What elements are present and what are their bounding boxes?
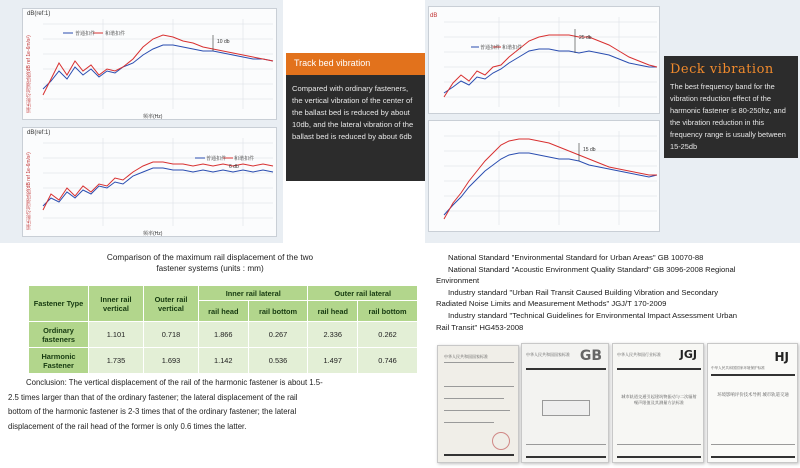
chart-annotation: 10 db (217, 39, 230, 45)
track-bed-vertical-chart (22, 8, 277, 120)
doc-org-title: 中华人民共和国行业标准 (617, 352, 661, 357)
standards-list (436, 252, 798, 333)
card-title: Track bed vibration (286, 53, 425, 75)
header-inner-vertical: Inner rail vertical (89, 286, 144, 322)
doc-stamp-icon (492, 432, 510, 450)
chart-unit-label: dB(ref:1) (27, 130, 51, 136)
header-fastener-type: Fastener Type (29, 286, 89, 322)
legend-harmonic: 和谐扣件 (234, 156, 255, 162)
doc-rule (711, 374, 795, 376)
standard-item: Radiated Noise Limits and Measurement Methods" JGJ/T 170-2009 (436, 299, 667, 309)
legend-ordinary: 普通扣件 (206, 156, 227, 162)
chart-plot-area (23, 128, 278, 238)
doc-rule (444, 398, 504, 399)
doc-rule (444, 422, 494, 423)
series-ordinary-line (444, 153, 657, 215)
card-title: Deck vibration (670, 62, 774, 77)
chart-plot-area (429, 7, 661, 115)
conclusion-line: Conclusion: The vertical displacement of the rail of the harmonic fastener is about 1.5- (26, 378, 323, 387)
series-ordinary-line (444, 49, 657, 93)
series-harmonic-line (43, 35, 273, 95)
header-outer-lateral: Outer rail lateral (308, 286, 418, 301)
conclusion-line: displacement of the rail head of the former is only 0.6 times the latter. (8, 421, 247, 431)
chart-plot-area (23, 9, 278, 121)
series-ordinary-line (43, 168, 273, 206)
table-cell: 2.336 (308, 322, 358, 348)
table-cell: 1.866 (199, 322, 249, 348)
doc-rule (444, 362, 514, 363)
standard-document-hj453 (707, 343, 798, 463)
table-cell: 1.497 (308, 348, 358, 374)
table-cell: 0.262 (358, 322, 418, 348)
header-rail-head: rail head (308, 301, 358, 322)
table-cell: 0.746 (358, 348, 418, 374)
row-label: Ordinary fasteners (29, 322, 89, 348)
standard-item: Industry standard "Urban Rail Transit Caused Building Vibration and Secondary (448, 287, 719, 297)
doc-org-title: 中华人民共和国国家标准 (444, 354, 488, 359)
series-ordinary-line (43, 45, 273, 89)
header-rail-bottom: rail bottom (248, 301, 308, 322)
standard-document-jgj170 (612, 343, 704, 463)
standard-item: National Standard "Acoustic Environment Quality Standard" GB 3096-2008 Regional (448, 264, 736, 274)
deck-vibration-chart-bottom (428, 120, 660, 232)
standard-item: Industry standard "Technical Guidelines for Environmental Impact Assessment Urban (448, 310, 738, 320)
doc-rule (711, 456, 795, 458)
legend-ordinary: 普通扣件 (480, 45, 501, 51)
card-body: Compared with ordinary fasteners, the vertical vibration of the center of the ballast bed is reduced by about 10db, and the lateral vibration of the ballast bed is reduced by about 6db (292, 84, 414, 141)
deck-vibration-chart-top (428, 6, 660, 114)
table-caption-line2: fastener systems (units : mm) (156, 264, 264, 273)
table-cell: 1.142 (199, 348, 249, 374)
table-cell: 0.718 (144, 322, 199, 348)
table-row (29, 322, 418, 348)
card-body: The best frequency band for the vibration reduction effect of the harmonic fastener is 80-250hz, and the vibration reduction in this frequency range is usually between 15-25db (670, 82, 786, 151)
table-cell: 1.693 (144, 348, 199, 374)
deck-vibration-card (664, 56, 798, 158)
doc-rule (526, 444, 606, 445)
rail-displacement-table (28, 285, 418, 374)
chart-annotation: 25 db (579, 35, 592, 41)
standard-item: Environment (436, 276, 480, 286)
standard-document-gb10070 (437, 345, 519, 463)
header-rail-bottom: rail bottom (358, 301, 418, 322)
doc-rule (526, 368, 606, 370)
chart-x-axis-label: 频率(Hz) (143, 114, 163, 120)
table-row (29, 348, 418, 374)
table-cell: 1.101 (89, 322, 144, 348)
table-cell: 1.735 (89, 348, 144, 374)
chart-annotation: 6 db (229, 164, 239, 170)
doc-rule (711, 444, 795, 445)
header-inner-lateral: Inner rail lateral (199, 286, 308, 301)
chart-unit-label: dB (430, 13, 438, 19)
doc-title-box (542, 400, 590, 416)
track-bed-lateral-chart (22, 127, 277, 237)
series-harmonic-line (444, 35, 657, 97)
standard-item: Rail Transit" HG453-2008 (436, 322, 524, 332)
legend-ordinary: 普通扣件 (75, 31, 96, 37)
table-cell: 0.536 (248, 348, 308, 374)
chart-y-axis-label: 道床振动加速度级(dB ref 1e-6m/s²) (26, 35, 32, 113)
chart-x-axis-label: 频率(Hz) (143, 231, 163, 237)
row-label: Harmonic Fastener (29, 348, 89, 374)
doc-rule (617, 456, 701, 458)
doc-rule (617, 444, 701, 445)
legend-harmonic: 和谐扣件 (502, 45, 523, 51)
doc-code: GB (579, 348, 602, 364)
doc-code: HJ (774, 350, 789, 364)
doc-title: 环境影响评价技术导则 城市轨道交通 (717, 392, 789, 397)
doc-org-title: 中华人民共和国国家环境保护标准 (711, 366, 765, 370)
table-cell: 0.267 (248, 322, 308, 348)
chart-unit-label: dB(ref:1) (27, 11, 51, 17)
header-outer-vertical: Outer rail vertical (144, 286, 199, 322)
header-rail-head: rail head (199, 301, 249, 322)
legend-harmonic: 和谐扣件 (105, 31, 126, 37)
doc-rule (444, 454, 514, 456)
table-caption-line1: Comparison of the maximum rail displacement of the two (106, 253, 314, 262)
table-header-row (29, 286, 418, 301)
conclusion-text (8, 376, 428, 434)
doc-org-title: 中华人民共和国国家标准 (526, 352, 570, 357)
chart-plot-area (429, 121, 661, 233)
doc-title: 城市轨道交通引起建筑物振动与二次辐射噪声限值及其测量方法标准 (621, 394, 697, 405)
doc-rule (617, 368, 701, 370)
standard-item: National Standard "Environmental Standard for Urban Areas" GB 10070-88 (448, 253, 704, 262)
table-caption (30, 252, 390, 274)
doc-rule (444, 386, 514, 387)
chart-y-axis-label: 道床振动加速度级(dB ref 1e-6m/s²) (26, 152, 32, 230)
doc-code: JGJ (679, 348, 697, 361)
conclusion-line: 2.5 times larger than that of the ordinary fastener; the lateral displacement of the rail (8, 392, 298, 402)
doc-rule (526, 456, 606, 458)
track-bed-vibration-card (286, 53, 425, 181)
standard-document-gb3096 (521, 343, 609, 463)
chart-annotation: 15 db (583, 147, 596, 153)
doc-rule (444, 410, 510, 411)
conclusion-line: bottom of the harmonic fastener is 2-3 times that of the ordinary fastener; the lateral (8, 407, 297, 416)
